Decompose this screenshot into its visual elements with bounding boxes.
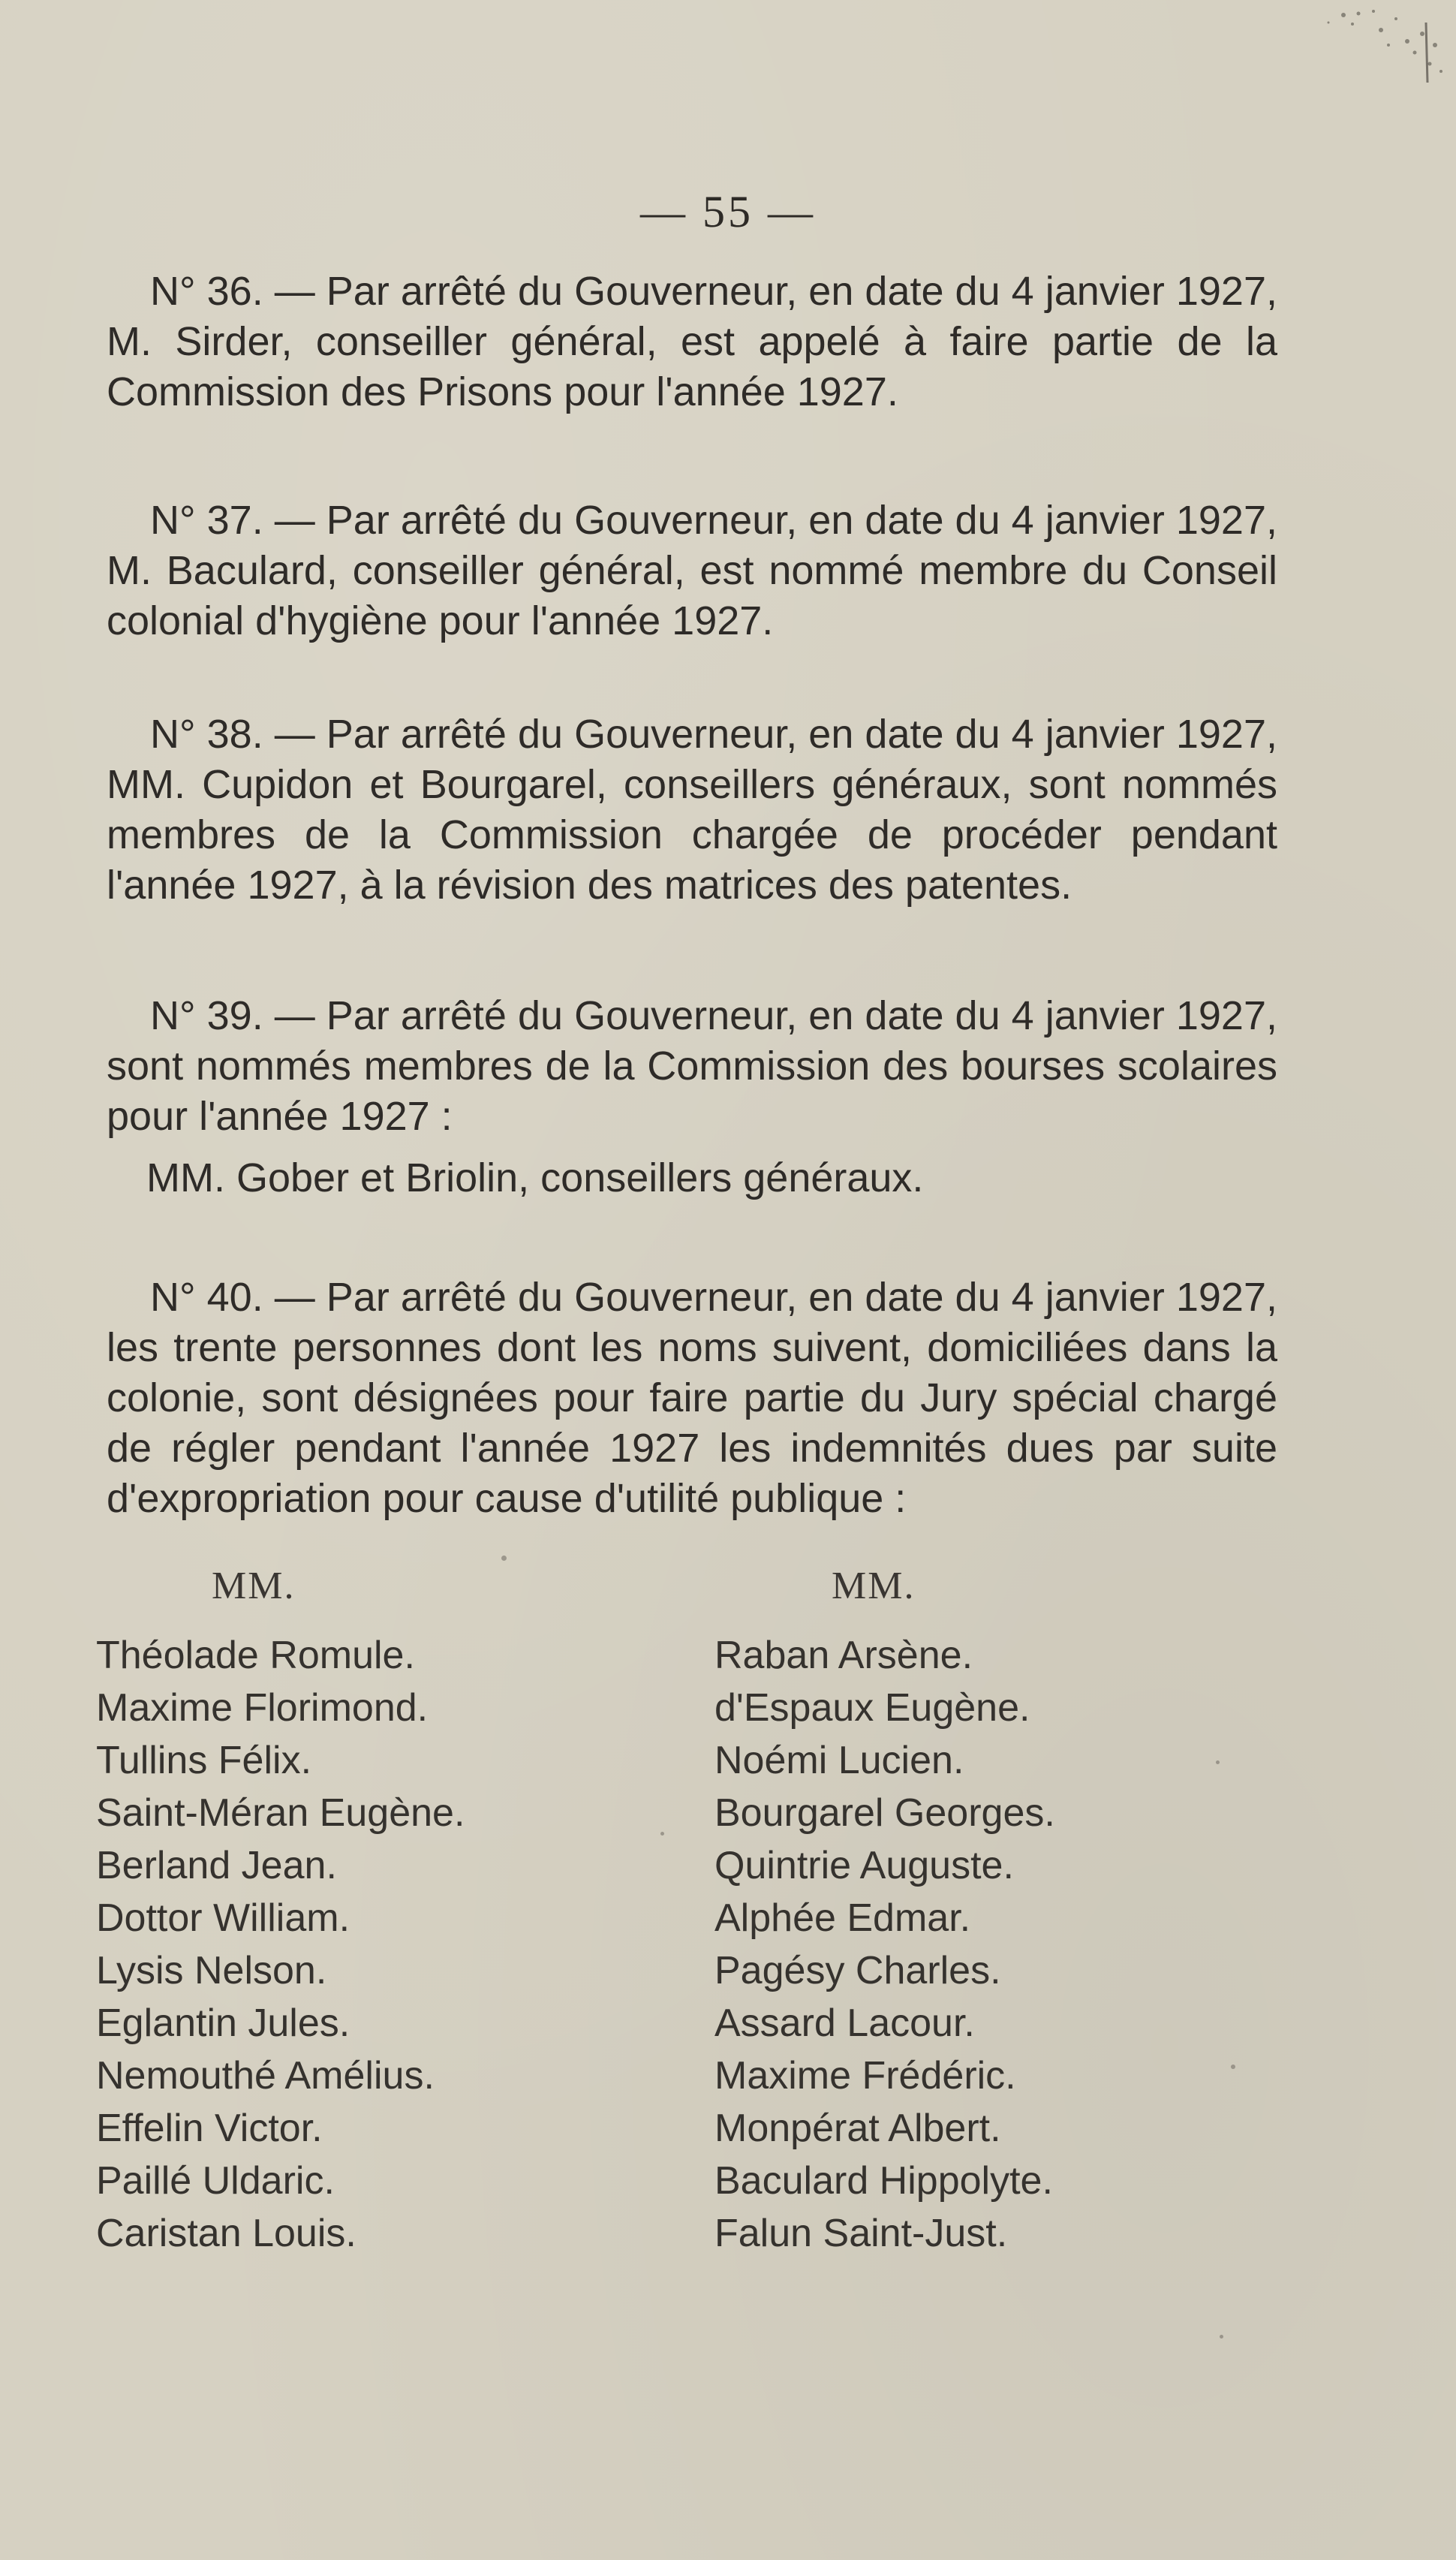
decree-entry-38 [107, 709, 1277, 911]
decree-body: 1927, les trente personnes dont les noms suivent, domiciliées dans la colonie, sont désignées pour faire partie du Jury spécial chargé de régler pendant l'année 1927 les indemnités dues par suite d'expropriation pour cause d'utilité publique : [107, 1275, 1277, 1521]
decree-entry-40 [107, 1272, 1277, 1524]
jury-member: Eglantin Jules. [96, 2001, 350, 2045]
jury-member: Dottor William. [96, 1896, 350, 1940]
jury-member: Théolade Romule. [96, 1634, 415, 1677]
paper-speck [1231, 2065, 1235, 2069]
jury-member: Saint-Méran Eugène. [96, 1791, 465, 1835]
jury-member: Caristan Louis. [96, 2212, 356, 2255]
jury-member: Nemouthé Amélius. [96, 2054, 435, 2098]
jury-member: Monpérat Albert. [714, 2107, 1001, 2150]
jury-member: Falun Saint-Just. [714, 2212, 1008, 2255]
page-number: — 55 — [640, 187, 816, 236]
jury-member: Maxime Frédéric. [714, 2054, 1016, 2098]
decree-lead: N° 38. — Par arrêté du Gouverneur, en date du 4 janvier [150, 712, 1165, 757]
decree-body: 1927, sont nommés membres de la Commission des bourses scolaires pour l'année 1927 : [107, 993, 1277, 1139]
jury-member: Tullins Félix. [96, 1739, 312, 1782]
jury-member: Alphée Edmar. [714, 1896, 971, 1940]
jury-member: Berland Jean. [96, 1844, 337, 1887]
paper-speck [1220, 2335, 1223, 2339]
jury-member: Raban Arsène. [714, 1634, 973, 1677]
jury-member: Lysis Nelson. [96, 1949, 327, 1992]
jury-member: Effelin Victor. [96, 2107, 323, 2150]
jury-member: Quintrie Auguste. [714, 1844, 1014, 1887]
decree-lead: N° 37. — Par arrêté du Gouverneur, en date du 4 janvier [150, 498, 1165, 543]
decree-lead: N° 36. — Par arrêté du Gouverneur, en date du 4 janvier [150, 269, 1165, 314]
decree-39-members: MM. Gober et Briolin, conseillers généraux. [146, 1155, 924, 1200]
jury-member: Paillé Uldaric. [96, 2159, 335, 2203]
decree-body: 1927, M. Baculard, conseiller général, est nommé membre du Conseil colonial d'hygiène pour l'année 1927. [107, 498, 1277, 643]
jury-member: Bourgarel Georges. [714, 1791, 1055, 1835]
jury-member: Pagésy Charles. [714, 1949, 1001, 1992]
decree-body: 1927, MM. Cupidon et Bourgarel, conseillers généraux, sont nommés membres de la Commission chargée de procéder pendant l'année 1927, à la révision des matrices des patentes. [107, 712, 1277, 908]
decree-entry-36 [107, 267, 1277, 417]
jury-left-list [96, 1629, 465, 2260]
decree-body: 1927, M. Sirder, conseiller général, est appelé à faire partie de la Commission des Prisons pour l'année 1927. [107, 269, 1277, 414]
paper-speck [660, 1832, 664, 1836]
jury-left-heading: MM. [212, 1565, 296, 1607]
paper-speck [1216, 1760, 1220, 1764]
corner-stain-mark [1156, 0, 1456, 90]
jury-member: Baculard Hippolyte. [714, 2159, 1053, 2203]
jury-member: Maxime Florimond. [96, 1686, 429, 1730]
jury-right-heading: MM. [832, 1565, 916, 1607]
jury-member: Noémi Lucien. [714, 1739, 964, 1782]
decree-lead: N° 39. — Par arrêté du Gouverneur, en date du 4 janvier [150, 993, 1165, 1038]
decree-entry-37 [107, 495, 1277, 646]
decree-lead: N° 40. — Par arrêté du Gouverneur, en date du 4 janvier [150, 1275, 1165, 1320]
jury-right-list [714, 1629, 1055, 2260]
jury-member: Assard Lacour. [714, 2001, 975, 2045]
decree-entry-39 [107, 991, 1277, 1142]
paper-speck [501, 1556, 507, 1561]
jury-member: d'Espaux Eugène. [714, 1686, 1030, 1730]
